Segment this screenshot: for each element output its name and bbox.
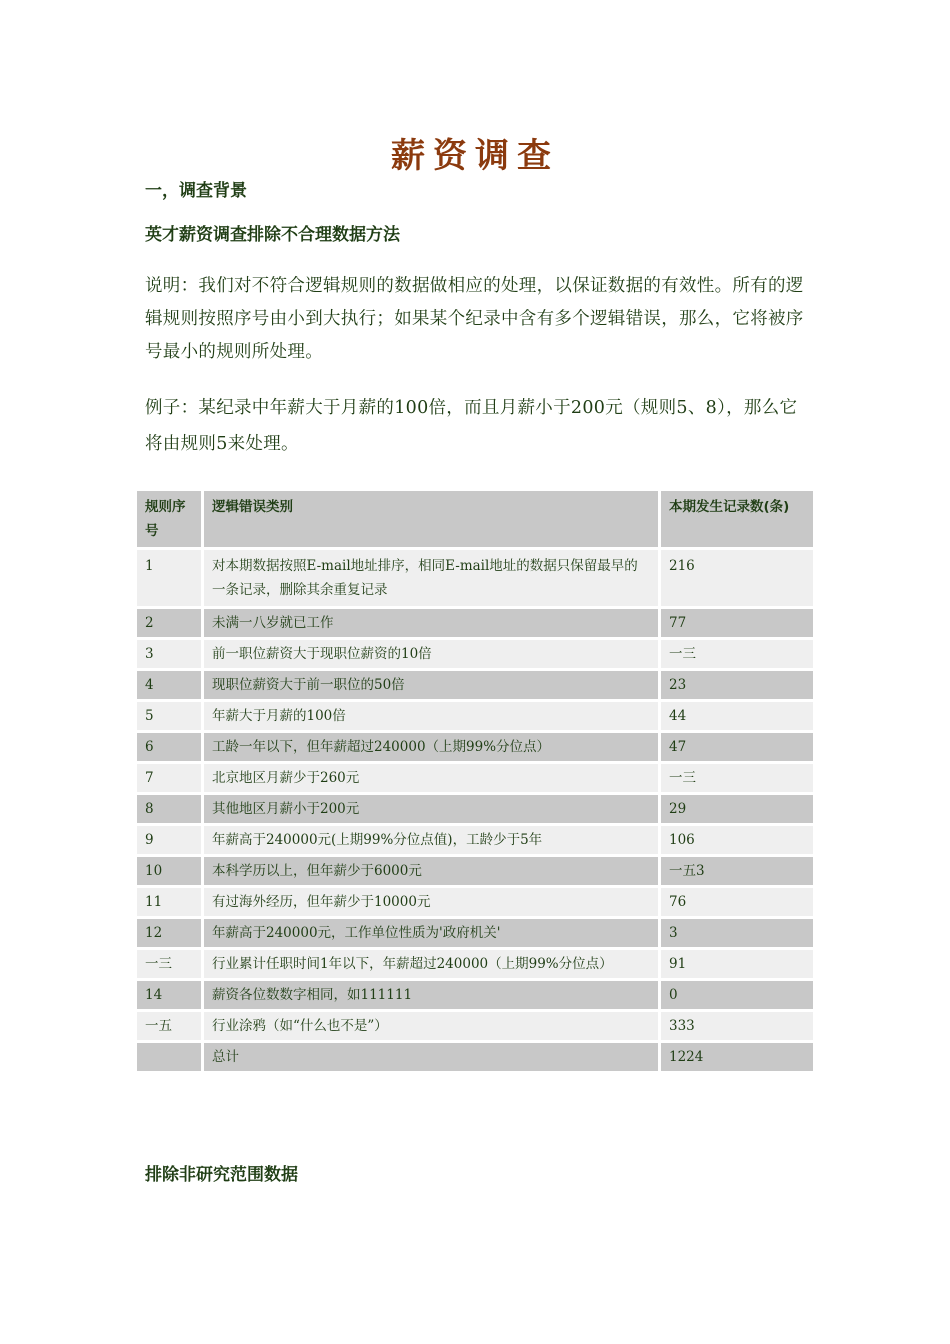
record-count-cell: 91 <box>661 950 813 978</box>
rule-number-cell: 一三 <box>137 950 201 978</box>
rule-number-cell: 1 <box>137 550 201 606</box>
rule-number-cell: 4 <box>137 671 201 699</box>
record-count-cell: 333 <box>661 1012 813 1040</box>
error-type-cell: 有过海外经历，但年薪少于10000元 <box>204 888 658 916</box>
section-heading-exclusion: 排除非研究范围数据 <box>145 1165 298 1185</box>
record-count-cell: 1224 <box>661 1043 813 1071</box>
table-row <box>137 826 813 854</box>
subheading-method: 英才薪资调查排除不合理数据方法 <box>145 225 400 245</box>
record-count-cell: 0 <box>661 981 813 1009</box>
table-row <box>137 550 813 606</box>
table-row <box>137 671 813 699</box>
record-count-cell: 77 <box>661 609 813 637</box>
table-row <box>137 950 813 978</box>
error-type-cell: 未满一八岁就已工作 <box>204 609 658 637</box>
record-count-cell: 76 <box>661 888 813 916</box>
record-count-cell: 216 <box>661 550 813 606</box>
paragraph-explanation: 说明：我们对不符合逻辑规则的数据做相应的处理，以保证数据的有效性。所有的逻辑规则按照序号由小到大执行；如果某个纪录中含有多个逻辑错误，那么，它将被序号最小的规则所处理。 <box>145 276 804 362</box>
table-row <box>137 1012 813 1040</box>
table-row <box>137 764 813 792</box>
rule-number-cell: 9 <box>137 826 201 854</box>
error-type-cell: 北京地区月薪少于260元 <box>204 764 658 792</box>
rule-number-cell <box>137 1043 201 1071</box>
error-type-cell: 薪资各位数数字相同，如111111 <box>204 981 658 1009</box>
error-type-cell: 对本期数据按照E-mail地址排序，相同E-mail地址的数据只保留最早的一条记录，删除其余重复记录 <box>204 550 658 606</box>
record-count-cell: 29 <box>661 795 813 823</box>
rule-number-cell: 6 <box>137 733 201 761</box>
header-rule-no: 规则序号 <box>137 491 201 547</box>
table-row <box>137 857 813 885</box>
header-error-type: 逻辑错误类别 <box>204 491 658 547</box>
table-row <box>137 640 813 668</box>
table-header-row <box>137 491 813 547</box>
table-row <box>137 702 813 730</box>
rule-number-cell: 8 <box>137 795 201 823</box>
record-count-cell: 一三 <box>661 764 813 792</box>
rule-number-cell: 10 <box>137 857 201 885</box>
rule-number-cell: 2 <box>137 609 201 637</box>
rule-number-cell: 14 <box>137 981 201 1009</box>
section-heading-background: 一，调查背景 <box>145 181 247 201</box>
error-type-cell: 行业涂鸦（如“什么也不是”） <box>204 1012 658 1040</box>
table-row <box>137 981 813 1009</box>
record-count-cell: 47 <box>661 733 813 761</box>
error-type-cell: 年薪高于240000元(上期99%分位点值)，工龄少于5年 <box>204 826 658 854</box>
error-type-cell: 年薪大于月薪的100倍 <box>204 702 658 730</box>
page-title: 薪资调查 <box>391 136 559 176</box>
rule-number-cell: 一五 <box>137 1012 201 1040</box>
paragraph-example: 例子：某纪录中年薪大于月薪的100倍，而且月薪小于200元（规则5、8），那么它将由规则5来处理。 <box>145 398 798 454</box>
record-count-cell: 23 <box>661 671 813 699</box>
error-type-cell: 总计 <box>204 1043 658 1071</box>
rule-number-cell: 7 <box>137 764 201 792</box>
rules-table <box>134 488 816 1074</box>
table-row <box>137 919 813 947</box>
error-type-cell: 本科学历以上，但年薪少于6000元 <box>204 857 658 885</box>
table-row <box>137 733 813 761</box>
error-type-cell: 前一职位薪资大于现职位薪资的10倍 <box>204 640 658 668</box>
table-row <box>137 609 813 637</box>
table-row <box>137 795 813 823</box>
rule-number-cell: 5 <box>137 702 201 730</box>
error-type-cell: 其他地区月薪小于200元 <box>204 795 658 823</box>
error-type-cell: 工龄一年以下，但年薪超过240000（上期99%分位点） <box>204 733 658 761</box>
table-row <box>137 888 813 916</box>
header-count: 本期发生记录数(条) <box>661 491 813 547</box>
record-count-cell: 一三 <box>661 640 813 668</box>
record-count-cell: 44 <box>661 702 813 730</box>
table-body <box>137 550 813 1071</box>
error-type-cell: 行业累计任职时间1年以下，年薪超过240000（上期99%分位点） <box>204 950 658 978</box>
record-count-cell: 一五3 <box>661 857 813 885</box>
table-row <box>137 1043 813 1071</box>
error-type-cell: 现职位薪资大于前一职位的50倍 <box>204 671 658 699</box>
rule-number-cell: 12 <box>137 919 201 947</box>
record-count-cell: 3 <box>661 919 813 947</box>
error-type-cell: 年薪高于240000元，工作单位性质为'政府机关' <box>204 919 658 947</box>
rule-number-cell: 3 <box>137 640 201 668</box>
record-count-cell: 106 <box>661 826 813 854</box>
rule-number-cell: 11 <box>137 888 201 916</box>
